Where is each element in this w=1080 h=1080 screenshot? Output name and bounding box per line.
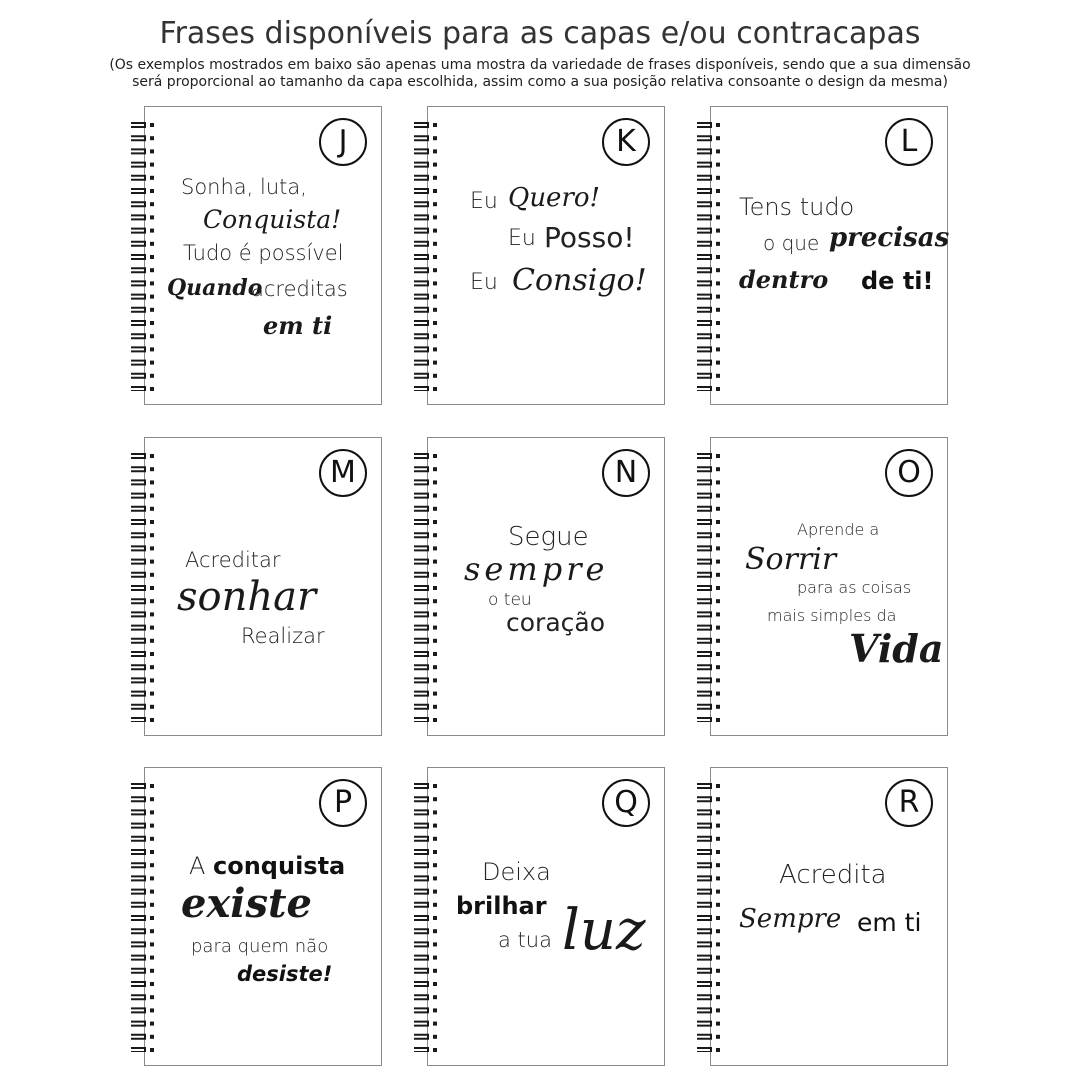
- cover-text: a tua: [498, 928, 552, 952]
- cover-letter-badge: Q: [602, 779, 650, 827]
- spiral-binding-icon: [413, 450, 441, 722]
- notebook-cover-q: [427, 767, 665, 1066]
- cover-text: para as coisas: [797, 578, 912, 597]
- spiral-binding-icon: [696, 119, 724, 391]
- cover-script-text: precisas: [829, 223, 950, 253]
- notebook-cover-j: [144, 106, 382, 405]
- cover-script-text: Consigo!: [512, 263, 647, 298]
- cover-script-text: luz: [562, 898, 646, 963]
- spiral-binding-icon: [696, 450, 724, 722]
- spiral-binding-icon: [413, 119, 441, 391]
- cover-text: o que: [763, 231, 820, 255]
- cover-text: Aprende a: [797, 520, 880, 539]
- notebook-cover-r: [710, 767, 948, 1066]
- cover-letter-badge: L: [885, 118, 933, 166]
- spiral-binding-icon: [696, 780, 724, 1052]
- cover-script-text: sonhar: [177, 574, 317, 620]
- cover-letter-badge: R: [885, 779, 933, 827]
- cover-text: Posso!: [544, 221, 635, 254]
- cover-text: brilhar: [456, 892, 547, 920]
- cover-text: mais simples da: [767, 606, 897, 625]
- spiral-binding-icon: [130, 119, 158, 391]
- cover-text: acreditas: [251, 277, 348, 301]
- cover-script-text: em ti: [263, 311, 333, 340]
- cover-script-text: Sempre: [739, 904, 842, 934]
- cover-text: Tens tudo: [739, 193, 855, 221]
- cover-text: conquista: [213, 852, 346, 880]
- cover-text: coração: [506, 608, 605, 637]
- cover-text: em ti: [857, 908, 922, 937]
- page-title: Frases disponíveis para as capas e/ou contracapas: [159, 16, 921, 51]
- cover-letter-badge: O: [885, 449, 933, 497]
- cover-script-text: Sorrir: [745, 542, 837, 577]
- cover-text: de ti!: [861, 267, 934, 295]
- cover-letter-badge: N: [602, 449, 650, 497]
- cover-script-text: existe: [181, 880, 312, 927]
- cover-text: Acredita: [779, 860, 887, 890]
- cover-text: Eu: [470, 189, 498, 214]
- cover-letter-badge: P: [319, 779, 367, 827]
- cover-text: Realizar: [241, 624, 325, 648]
- spiral-binding-icon: [413, 780, 441, 1052]
- page-subtitle-line-2: será proporcional ao tamanho da capa escolhida, assim como a sua posição relativa consoante o design da mesma): [132, 74, 948, 90]
- cover-text: Eu: [508, 226, 536, 251]
- cover-text: Deixa: [482, 858, 551, 886]
- notebook-cover-o: [710, 437, 948, 736]
- cover-text: para quem não: [191, 936, 329, 957]
- cover-text: A: [189, 852, 206, 880]
- notebook-cover-k: [427, 106, 665, 405]
- cover-letter-badge: M: [319, 449, 367, 497]
- cover-text: Segue: [508, 522, 589, 552]
- cover-script-text: Vida: [849, 626, 944, 671]
- cover-letter-badge: K: [602, 118, 650, 166]
- notebook-cover-m: [144, 437, 382, 736]
- page-subtitle-line-1: (Os exemplos mostrados em baixo são apenas uma mostra da variedade de frases disponíveis, sendo que a sua dimensão: [109, 57, 971, 73]
- cover-text: Sonha, luta,: [181, 175, 307, 199]
- cover-letter-badge: J: [319, 118, 367, 166]
- cover-text: Acreditar: [185, 548, 281, 572]
- spiral-binding-icon: [130, 780, 158, 1052]
- notebook-cover-p: [144, 767, 382, 1066]
- cover-text: Tudo é possível: [183, 241, 344, 265]
- notebook-cover-n: [427, 437, 665, 736]
- notebook-cover-l: [710, 106, 948, 405]
- cover-text: o teu: [488, 590, 532, 610]
- cover-script-text: sempre: [464, 550, 609, 588]
- spiral-binding-icon: [130, 450, 158, 722]
- cover-text: Eu: [470, 270, 498, 295]
- cover-text: desiste!: [237, 962, 333, 986]
- cover-script-text: Conquista!: [203, 205, 342, 234]
- cover-script-text: Quando: [167, 275, 263, 301]
- cover-script-text: dentro: [739, 265, 829, 294]
- cover-script-text: Quero!: [508, 183, 600, 213]
